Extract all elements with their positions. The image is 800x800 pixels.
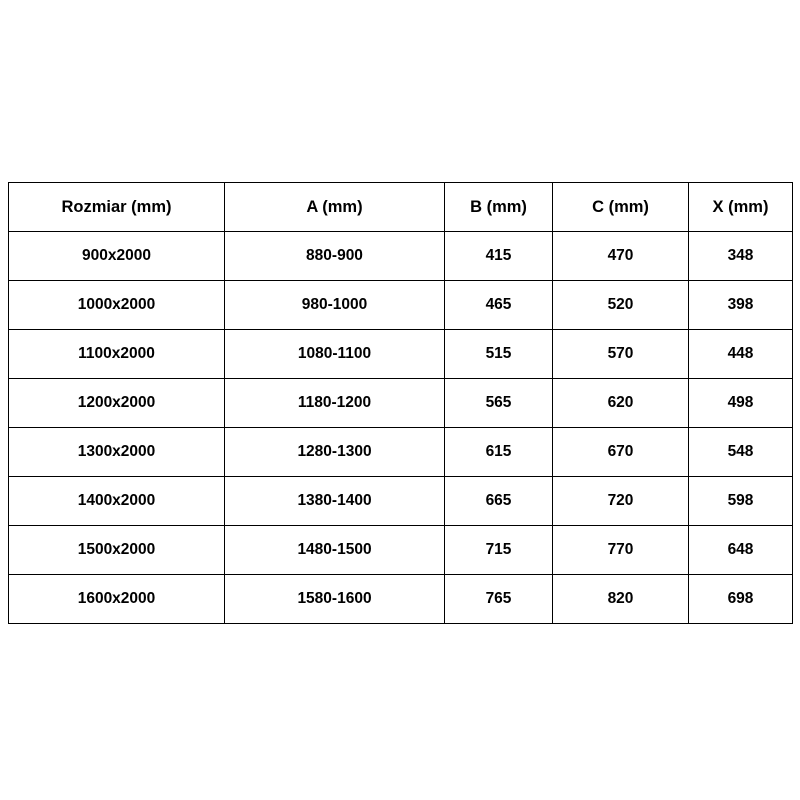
table-row <box>9 330 793 379</box>
table-row <box>9 526 793 575</box>
table-row <box>9 428 793 477</box>
cell-b: 565 <box>445 379 553 428</box>
cell-a: 1180-1200 <box>225 379 445 428</box>
cell-c: 770 <box>553 526 689 575</box>
cell-b: 765 <box>445 575 553 624</box>
cell-size: 1000x2000 <box>9 281 225 330</box>
column-header-rozmiar: Rozmiar (mm) <box>9 183 225 232</box>
cell-b: 665 <box>445 477 553 526</box>
column-header-a: A (mm) <box>225 183 445 232</box>
cell-c: 570 <box>553 330 689 379</box>
cell-x: 598 <box>689 477 793 526</box>
cell-size: 1300x2000 <box>9 428 225 477</box>
cell-x: 498 <box>689 379 793 428</box>
cell-b: 615 <box>445 428 553 477</box>
cell-x: 548 <box>689 428 793 477</box>
table-row <box>9 281 793 330</box>
column-header-b: B (mm) <box>445 183 553 232</box>
table-body <box>9 232 793 624</box>
table-row <box>9 477 793 526</box>
cell-a: 1280-1300 <box>225 428 445 477</box>
cell-x: 348 <box>689 232 793 281</box>
cell-c: 720 <box>553 477 689 526</box>
table-row <box>9 575 793 624</box>
cell-size: 900x2000 <box>9 232 225 281</box>
cell-x: 648 <box>689 526 793 575</box>
cell-size: 1600x2000 <box>9 575 225 624</box>
column-header-c: C (mm) <box>553 183 689 232</box>
spec-table-container <box>8 182 792 624</box>
cell-c: 670 <box>553 428 689 477</box>
cell-a: 1380-1400 <box>225 477 445 526</box>
cell-b: 715 <box>445 526 553 575</box>
cell-b: 415 <box>445 232 553 281</box>
column-header-x: X (mm) <box>689 183 793 232</box>
cell-size: 1500x2000 <box>9 526 225 575</box>
table-header <box>9 183 793 232</box>
cell-c: 520 <box>553 281 689 330</box>
table-row <box>9 379 793 428</box>
cell-c: 820 <box>553 575 689 624</box>
cell-size: 1400x2000 <box>9 477 225 526</box>
cell-x: 448 <box>689 330 793 379</box>
cell-a: 1580-1600 <box>225 575 445 624</box>
table-row <box>9 232 793 281</box>
cell-x: 698 <box>689 575 793 624</box>
dimensions-table <box>8 182 793 624</box>
table-header-row <box>9 183 793 232</box>
cell-c: 470 <box>553 232 689 281</box>
cell-b: 465 <box>445 281 553 330</box>
cell-a: 880-900 <box>225 232 445 281</box>
cell-size: 1200x2000 <box>9 379 225 428</box>
cell-c: 620 <box>553 379 689 428</box>
cell-size: 1100x2000 <box>9 330 225 379</box>
cell-a: 980-1000 <box>225 281 445 330</box>
cell-x: 398 <box>689 281 793 330</box>
cell-a: 1080-1100 <box>225 330 445 379</box>
cell-b: 515 <box>445 330 553 379</box>
cell-a: 1480-1500 <box>225 526 445 575</box>
